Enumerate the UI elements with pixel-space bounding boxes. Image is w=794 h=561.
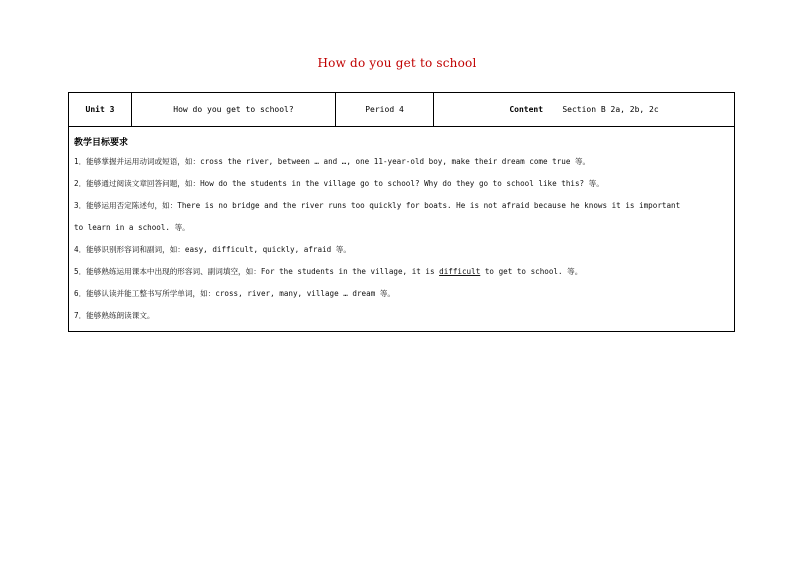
goal-item-6: 6．能够认读并能工整书写所学单词，如：cross, river, many, village … dream 等。	[74, 289, 396, 298]
content-cell	[434, 93, 734, 126]
page-title: How do you get to school	[317, 56, 477, 70]
goal-item-5	[74, 261, 734, 283]
goal-item-2: 2．能够通过阅读文章回答问题，如：How do the students in the village go to school? Why do they go to school like this? 等。	[74, 179, 604, 188]
table-header-row	[69, 93, 734, 127]
unit-cell: Unit 3	[69, 93, 132, 126]
goals-section	[74, 135, 734, 327]
goal-item-3: 3．能够运用否定陈述句，如：There is no bridge and the river runs too quickly for boats. He is not afraid because he knows it is important	[74, 201, 681, 210]
goal-item-1: 1．能够掌握并运用动词或短语，如：cross the river, between … and …, one 11-year-old boy, make their dream come true 等。	[74, 157, 591, 166]
goal-item-7: 7．能够熟练朗读课文。	[74, 311, 155, 320]
lesson-title-cell: How do you get to school?	[132, 93, 336, 126]
goal-item-5-after: to get to school. 等。	[480, 267, 583, 276]
period-cell: Period 4	[336, 93, 434, 126]
content-value: Section B 2a, 2b, 2c	[562, 105, 659, 114]
goal-item-5-before: 5．能够熟练运用课本中出现的形容词、副词填空，如：For the students in the village, it is	[74, 267, 440, 276]
goal-item-4: 4．能够识别形容词和副词，如：easy, difficult, quickly, afraid 等。	[74, 245, 351, 254]
goal-item-3-continued: to learn in a school. 等。	[74, 223, 190, 232]
goals-heading: 教学目标要求	[74, 138, 129, 148]
goal-item-5-underlined: difficult	[439, 267, 481, 276]
lesson-table	[68, 92, 735, 332]
content-label: Content	[509, 105, 544, 114]
